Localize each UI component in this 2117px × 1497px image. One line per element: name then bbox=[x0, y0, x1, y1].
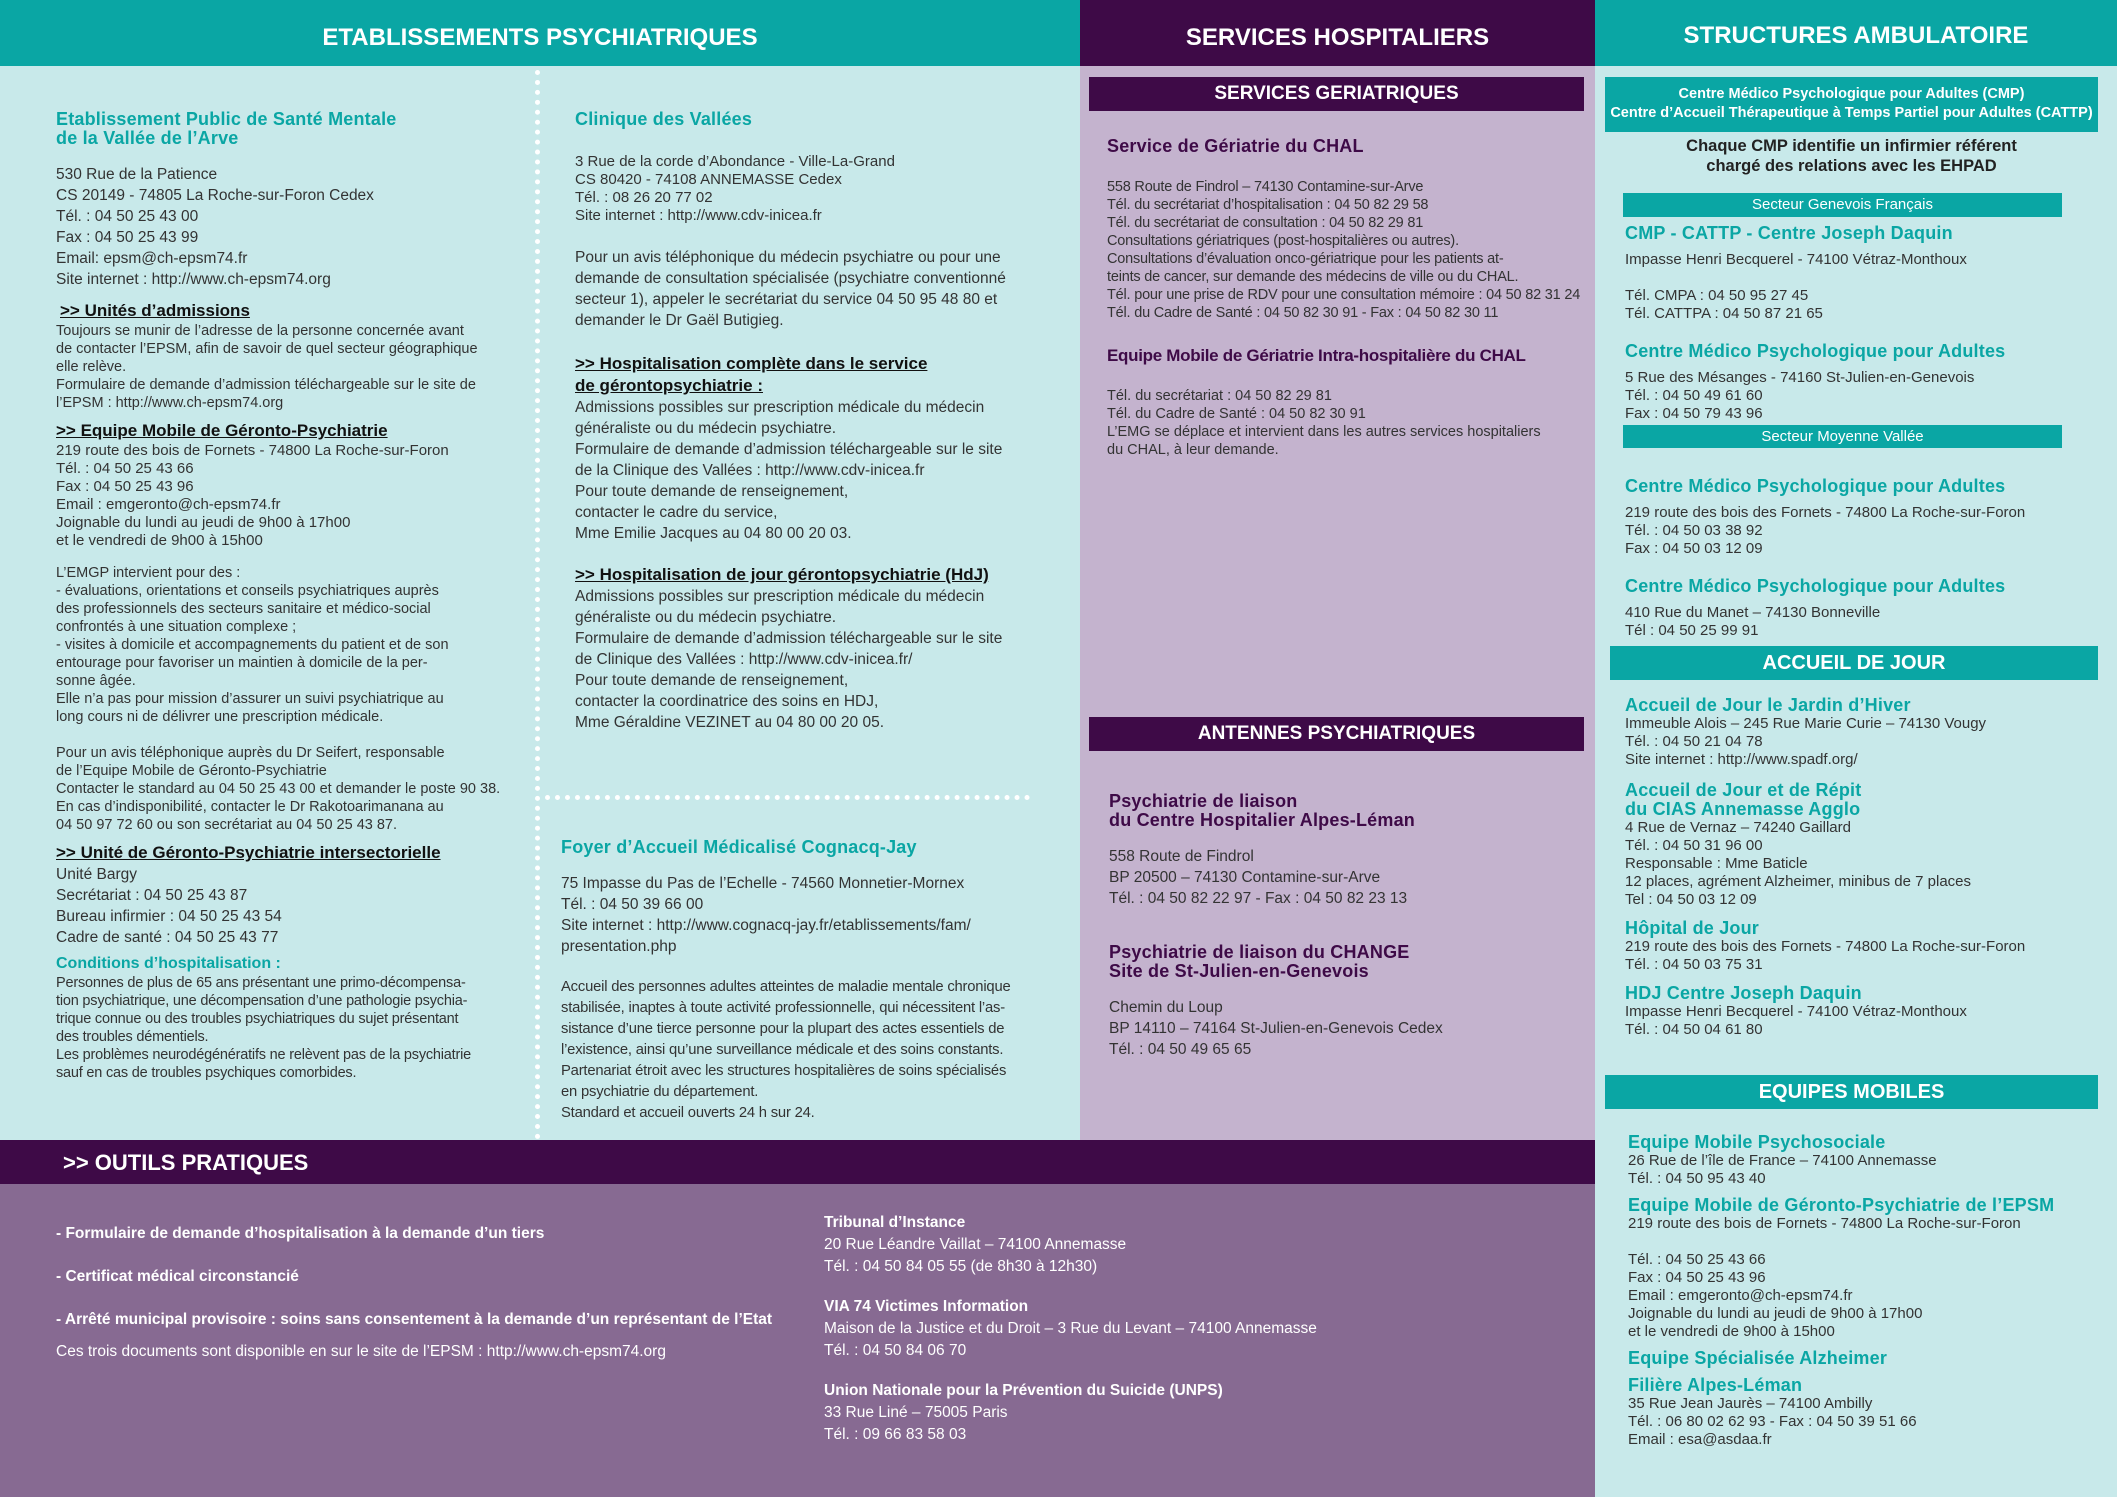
text-line: Tél. : 04 50 49 61 60 bbox=[1625, 387, 1763, 404]
header-geriatrie: SERVICES GERIATRIQUES bbox=[1089, 77, 1584, 111]
cmp2-text bbox=[1625, 369, 2095, 423]
text-line: BP 14110 – 74164 St-Julien-en-Genevois Cedex bbox=[1109, 1020, 1443, 1037]
text-line: Site internet : http://www.spadf.org/ bbox=[1625, 751, 1858, 768]
text-line: trique connue ou des troubles psychiatriques du sujet présentant bbox=[56, 1011, 459, 1027]
text-line bbox=[1625, 269, 2095, 287]
text-line: Tél. : 09 66 83 58 03 bbox=[824, 1426, 967, 1443]
text-line: du CHAL, à leur demande. bbox=[1107, 442, 1279, 458]
text-line: Email : emgeronto@ch-epsm74.fr bbox=[56, 496, 281, 513]
accueil2-title: Accueil de Jour et de Répit du CIAS Annemasse Agglo bbox=[1625, 780, 1862, 819]
text-line: Personnes de plus de 65 ans présentant une primo-décompensa- bbox=[56, 975, 466, 991]
outils-right bbox=[824, 1212, 1584, 1446]
admissions-text bbox=[56, 322, 501, 412]
antennes-section bbox=[1109, 792, 1579, 1060]
hj-text bbox=[575, 586, 1030, 733]
accueil2-text bbox=[1625, 819, 2095, 909]
cmp3-title: Centre Médico Psychologique pour Adultes bbox=[1625, 476, 2006, 496]
text-line: des professionnels des secteurs sanitaire et médico-social bbox=[56, 601, 431, 617]
text-line: Responsable : Mme Baticle bbox=[1625, 855, 1808, 872]
text-line: généraliste ou du médecin psychiatre. bbox=[575, 609, 837, 626]
geriatrie-text bbox=[1107, 178, 1581, 322]
text-line bbox=[56, 726, 501, 744]
text-line: 219 route des bois des Fornets - 74800 La Roche-sur-Foron bbox=[1625, 938, 2026, 955]
text-line: 35 Rue Jean Jaurès – 74100 Ambilly bbox=[1628, 1395, 1873, 1412]
antenne1-text bbox=[1109, 846, 1579, 909]
text-line: 410 Rue du Manet – 74130 Bonneville bbox=[1625, 604, 1881, 621]
text-line: l’EPSM : http://www.ch-epsm74.org bbox=[56, 395, 284, 411]
text-line: Pour un avis téléphonique auprès du Dr Seifert, responsable bbox=[56, 745, 445, 761]
text-line: Tél. : 04 50 03 75 31 bbox=[1625, 956, 1763, 973]
text-line: Secrétariat : 04 50 25 43 87 bbox=[56, 887, 248, 904]
text-line: Pour un avis téléphonique du médecin psychiatre ou pour une bbox=[575, 249, 1001, 266]
foyer-section bbox=[561, 838, 1031, 1124]
text-line: Maison de la Justice et du Droit – 3 Rue du Levant – 74100 Annemasse bbox=[824, 1320, 1317, 1337]
foyer-contact bbox=[561, 873, 1031, 957]
text-line: sistance d’une tierce personne pour la plupart des actes essentiels de bbox=[561, 1021, 1005, 1037]
text-line: teints de cancer, sur demande des médecins de ville ou du CHAL. bbox=[1107, 269, 1519, 285]
text-line: Standard et accueil ouverts 24 h sur 24. bbox=[561, 1105, 815, 1121]
text-line: Tél. : 08 26 20 77 02 bbox=[575, 189, 713, 206]
text-line: Tél. : 04 50 25 43 00 bbox=[56, 208, 199, 225]
text-line: Tél. du secrétariat : 04 50 82 29 81 bbox=[1107, 388, 1332, 404]
text-line: BP 20500 – 74130 Contamine-sur-Arve bbox=[1109, 869, 1381, 886]
outils-doc-list bbox=[56, 1212, 816, 1341]
antenne2-title: Psychiatrie de liaison du CHANGE Site de St-Julien-en-Genevois bbox=[1109, 942, 1410, 981]
cmp2-section bbox=[1625, 342, 2095, 423]
text-line: l’existence, ainsi qu’une surveillance médicale et des soins constants. bbox=[561, 1042, 1004, 1058]
text-line: 12 places, agrément Alzheimer, minibus de 7 places bbox=[1625, 873, 1972, 890]
accueil4-title: HDJ Centre Joseph Daquin bbox=[1625, 983, 1862, 1003]
epsm-contact bbox=[56, 164, 501, 290]
text-line: CS 20149 - 74805 La Roche-sur-Foron Cedex bbox=[56, 187, 374, 204]
text-line: Mme Géraldine VEZINET au 04 80 00 20 05. bbox=[575, 714, 885, 731]
text-line: 219 route des bois de Fornets - 74800 La Roche-sur-Foron bbox=[56, 442, 449, 459]
text-line: - Arrêté municipal provisoire : soins sans consentement à la demande d’un représentant de l’Etat bbox=[56, 1311, 773, 1328]
antenne2-text bbox=[1109, 997, 1579, 1060]
accueil1-title: Accueil de Jour le Jardin d’Hiver bbox=[1625, 695, 1911, 715]
secteur-moyenne-vallee: Secteur Moyenne Vallée bbox=[1623, 425, 2062, 448]
cmp-note: Chaque CMP identifie un infirmier référent chargé des relations avec les EHPAD bbox=[1686, 137, 2017, 175]
accueil4-text bbox=[1625, 1003, 2095, 1039]
text-line: Pour toute demande de renseignement, bbox=[575, 483, 849, 500]
text-line: demander le Dr Gaël Butigieg. bbox=[575, 312, 784, 329]
text-line: 219 route des bois de Fornets - 74800 La Roche-sur-Foron bbox=[1628, 1215, 2021, 1232]
text-line: Partenariat étroit avec les structures hospitalières de soins spécialisés bbox=[561, 1063, 1007, 1079]
header-mobiles: EQUIPES MOBILES bbox=[1605, 1075, 2098, 1109]
text-line: contacter la coordinatrice des soins en HDJ, bbox=[575, 693, 879, 710]
text-line: Elle n’a pas pour mission d’assurer un suivi psychiatrique au bbox=[56, 691, 444, 707]
text-line: Email : emgeronto@ch-epsm74.fr bbox=[1628, 1287, 1853, 1304]
text-line: Tél. : 04 50 03 38 92 bbox=[1625, 522, 1763, 539]
text-line: Tél. du Cadre de Santé : 04 50 82 30 91 bbox=[1107, 406, 1366, 422]
text-line: Chemin du Loup bbox=[1109, 999, 1223, 1016]
text-line: 558 Route de Findrol bbox=[1109, 848, 1254, 865]
text-line: Tél. CMPA : 04 50 95 27 45 bbox=[1625, 287, 1809, 304]
header-etablissements: ETABLISSEMENTS PSYCHIATRIQUES bbox=[0, 0, 1080, 66]
clinique-avis bbox=[575, 247, 1030, 331]
text-line: Joignable du lundi au jeudi de 9h00 à 17h00 bbox=[56, 514, 351, 531]
text-line: Email : esa@asdaa.fr bbox=[1628, 1431, 1772, 1448]
text-line: sonne âgée. bbox=[56, 673, 136, 689]
text-line: stabilisée, inaptes à toute activité professionnelle, qui nécessitent l’as- bbox=[561, 1000, 1005, 1016]
header-antennes: ANTENNES PSYCHIATRIQUES bbox=[1089, 717, 1584, 751]
epsm-section bbox=[56, 110, 501, 1082]
text-line: Tél. : 04 50 95 43 40 bbox=[1628, 1170, 1766, 1187]
text-line: généraliste ou du médecin psychiatre. bbox=[575, 420, 837, 437]
epsm-title: Etablissement Public de Santé Mentale de la Vallée de l’Arve bbox=[56, 109, 397, 148]
text-line: Les problèmes neurodégénératifs ne relèvent pas de la psychiatrie bbox=[56, 1047, 472, 1063]
tribunal-title: Tribunal d’Instance bbox=[824, 1214, 966, 1231]
text-line bbox=[1628, 1233, 2098, 1251]
text-line: de l’Equipe Mobile de Géronto-Psychiatrie bbox=[56, 763, 327, 779]
text-line: Impasse Henri Becquerel - 74100 Vétraz-Monthoux bbox=[1625, 251, 1967, 268]
unps-title: Union Nationale pour la Prévention du Suicide (UNPS) bbox=[824, 1382, 1223, 1399]
header-structures: STRUCTURES AMBULATOIRE bbox=[1595, 0, 2117, 66]
text-line: 530 Rue de la Patience bbox=[56, 166, 218, 183]
cmp4-text bbox=[1625, 604, 2095, 640]
mobile1-text bbox=[1628, 1152, 2098, 1188]
cmp3-text bbox=[1625, 504, 2095, 558]
header-services: SERVICES HOSPITALIERS bbox=[1080, 0, 1595, 66]
header-accueil: ACCUEIL DE JOUR bbox=[1610, 646, 2098, 680]
accueil-section bbox=[1625, 696, 2095, 1039]
cmp1-title: CMP - CATTP - Centre Joseph Daquin bbox=[1625, 223, 1953, 243]
geriatrie-section bbox=[1107, 136, 1581, 459]
mobile3-title: Equipe Spécialisée Alzheimer Filière Alpes-Léman bbox=[1628, 1348, 1888, 1395]
hc-text bbox=[575, 397, 1030, 544]
text-line: Accueil des personnes adultes atteintes de maladie mentale chronique bbox=[561, 979, 1011, 995]
text-line: En cas d’indisponibilité, contacter le Dr Rakotoarimanana au bbox=[56, 799, 444, 815]
mobile2-title: Equipe Mobile de Géronto-Psychiatrie de l’EPSM bbox=[1628, 1195, 2055, 1215]
hc-title: >> Hospitalisation complète dans le service de gérontopsychiatrie : bbox=[575, 354, 928, 395]
text-line: Site internet : http://www.cognacq-jay.fr/etablissements/fam/ bbox=[561, 917, 971, 934]
text-line: Contacter le standard au 04 50 25 43 00 et demander le poste 90 38. bbox=[56, 781, 501, 797]
text-line: Tél. : 04 50 49 65 65 bbox=[1109, 1041, 1252, 1058]
text-line: 558 Route de Findrol – 74130 Contamine-sur-Arve bbox=[1107, 179, 1424, 195]
text-line: Tél. : 04 50 25 43 66 bbox=[56, 460, 194, 477]
text-line: Site internet : http://www.ch-epsm74.org bbox=[56, 271, 331, 288]
text-line: et le vendredi de 9h00 à 15h00 bbox=[56, 532, 263, 549]
text-line: L’EMG se déplace et intervient dans les autres services hospitaliers bbox=[1107, 424, 1541, 440]
text-line: 04 50 97 72 60 ou son secrétariat au 04 50 25 43 87. bbox=[56, 817, 398, 833]
text-line: de contacter l’EPSM, afin de savoir de quel secteur géographique bbox=[56, 341, 478, 357]
conditions-title: Conditions d’hospitalisation : bbox=[56, 955, 281, 972]
text-line: 5 Rue des Mésanges - 74160 St-Julien-en-Genevois bbox=[1625, 369, 1975, 386]
text-line: - évaluations, orientations et conseils psychiatriques auprès bbox=[56, 583, 439, 599]
admissions-title: >> Unités d’admissions bbox=[60, 301, 250, 320]
secteur-genevois: Secteur Genevois Français bbox=[1623, 193, 2062, 217]
text-line: L’EMGP intervient pour des : bbox=[56, 565, 241, 581]
text-line: Unité Bargy bbox=[56, 866, 137, 883]
cmp4-title: Centre Médico Psychologique pour Adultes bbox=[1625, 576, 2006, 596]
conditions-text bbox=[56, 974, 501, 1082]
text-line: Tél : 04 50 25 99 91 bbox=[1625, 622, 1759, 639]
text-line: Formulaire de demande d’admission téléchargeable sur le site de bbox=[56, 377, 476, 393]
text-line: long cours ni de délivrer une prescription médicale. bbox=[56, 709, 384, 725]
cmp1-text bbox=[1625, 251, 2095, 323]
via-title: VIA 74 Victimes Information bbox=[824, 1298, 1029, 1315]
text-line: Tél. : 04 50 25 43 66 bbox=[1628, 1251, 1766, 1268]
emg-text bbox=[1107, 387, 1577, 459]
text-line: demande de consultation spécialisée (psychiatre conventionné bbox=[575, 270, 1006, 287]
text-line: 3 Rue de la corde d’Abondance - Ville-La-Grand bbox=[575, 153, 895, 170]
emgp-contact bbox=[56, 442, 501, 550]
mobile1-title: Equipe Mobile Psychosociale bbox=[1628, 1132, 1886, 1152]
text-line: - Formulaire de demande d’hospitalisation à la demande d’un tiers bbox=[56, 1225, 545, 1242]
text-line: elle relève. bbox=[56, 359, 127, 375]
emgp-title: >> Equipe Mobile de Géronto-Psychiatrie bbox=[56, 421, 388, 440]
text-line: 33 Rue Liné – 75005 Paris bbox=[824, 1404, 1008, 1421]
foyer-title: Foyer d’Accueil Médicalisé Cognacq-Jay bbox=[561, 837, 917, 857]
text-line: Mme Emilie Jacques au 04 80 00 20 03. bbox=[575, 525, 852, 542]
text-line: de la Clinique des Vallées : http://www.cdv-inicea.fr bbox=[575, 462, 925, 479]
unit-contact bbox=[56, 864, 501, 948]
text-line: Tél. : 06 80 02 62 93 - Fax : 04 50 39 51 66 bbox=[1628, 1413, 1917, 1430]
mobile2-text bbox=[1628, 1215, 2098, 1341]
section-divider bbox=[545, 795, 1030, 800]
text-line: CS 80420 - 74108 ANNEMASSE Cedex bbox=[575, 171, 842, 188]
text-line: Toujours se munir de l’adresse de la personne concernée avant bbox=[56, 323, 464, 339]
unps-text bbox=[824, 1402, 1584, 1446]
text-line: Fax : 04 50 79 43 96 bbox=[1625, 405, 1763, 422]
tribunal-text bbox=[824, 1234, 1584, 1278]
text-line: Immeuble Alois – 245 Rue Marie Curie – 74130 Vougy bbox=[1625, 715, 1987, 732]
text-line: Tél. : 04 50 21 04 78 bbox=[1625, 733, 1763, 750]
text-line: Fax : 04 50 25 43 96 bbox=[1628, 1269, 1766, 1286]
text-line: - Certificat médical circonstancié bbox=[56, 1268, 299, 1285]
accueil1-text bbox=[1625, 715, 2095, 769]
cmp1-section bbox=[1625, 224, 2095, 323]
accueil3-title: Hôpital de Jour bbox=[1625, 918, 1760, 938]
text-line: presentation.php bbox=[561, 938, 677, 955]
text-line: Fax : 04 50 25 43 99 bbox=[56, 229, 199, 246]
text-line: Tél. du Cadre de Santé : 04 50 82 30 91 - Fax : 04 50 82 30 11 bbox=[1107, 305, 1499, 321]
text-line: Admissions possibles sur prescription médicale du médecin bbox=[575, 399, 985, 416]
text-line: Tél. : 04 50 84 05 55 (de 8h30 à 12h30) bbox=[824, 1258, 1098, 1275]
hj-title: >> Hospitalisation de jour gérontopsychiatrie (HdJ) bbox=[575, 565, 989, 584]
text-line: entourage pour favoriser un maintien à domicile de la per- bbox=[56, 655, 428, 671]
text-line: 20 Rue Léandre Vaillat – 74100 Annemasse bbox=[824, 1236, 1127, 1253]
text-line: contacter le cadre du service, bbox=[575, 504, 778, 521]
text-line: Consultations d’évaluation onco-gériatrique pour les patients at- bbox=[1107, 251, 1504, 267]
foyer-desc bbox=[561, 977, 1031, 1124]
text-line: secteur 1), appeler le secrétariat du service 04 50 95 48 80 et bbox=[575, 291, 998, 308]
text-line: tion psychiatrique, une décompensation d’une pathologie psychia- bbox=[56, 993, 468, 1009]
text-line: 75 Impasse du Pas de l’Echelle - 74560 Monnetier-Mornex bbox=[561, 875, 965, 892]
text-line: Joignable du lundi au jeudi de 9h00 à 17h00 bbox=[1628, 1305, 1923, 1322]
text-line: Formulaire de demande d’admission téléchargeable sur le site bbox=[575, 630, 1003, 647]
text-line: sauf en cas de troubles psychiques comorbides. bbox=[56, 1065, 357, 1081]
emgp-description bbox=[56, 564, 501, 834]
column-divider bbox=[535, 70, 540, 1140]
text-line: Tél. CATTPA : 04 50 87 21 65 bbox=[1625, 305, 1823, 322]
text-line: Tel : 04 50 03 12 09 bbox=[1625, 891, 1757, 908]
text-line: des troubles démentiels. bbox=[56, 1029, 209, 1045]
text-line: Formulaire de demande d’admission téléchargeable sur le site bbox=[575, 441, 1003, 458]
text-line: Impasse Henri Becquerel - 74100 Vétraz-Monthoux bbox=[1625, 1003, 1967, 1020]
text-line: confrontés à une situation complexe ; bbox=[56, 619, 297, 635]
text-line: Tél. du secrétariat d’hospitalisation : 04 50 82 29 58 bbox=[1107, 197, 1429, 213]
clinique-contact bbox=[575, 153, 1030, 225]
text-line: Bureau infirmier : 04 50 25 43 54 bbox=[56, 908, 282, 925]
clinique-section bbox=[575, 110, 1030, 733]
outils-title: >> OUTILS PRATIQUES bbox=[63, 1150, 309, 1175]
text-line: - visites à domicile et accompagnements du patient et de son bbox=[56, 637, 449, 653]
text-line: Tél. : 04 50 04 61 80 bbox=[1625, 1021, 1763, 1038]
accueil3-text bbox=[1625, 938, 2095, 974]
mobiles-section bbox=[1628, 1133, 2098, 1449]
text-line: Tél. : 04 50 82 22 97 - Fax : 04 50 82 23 13 bbox=[1109, 890, 1408, 907]
mobile3-text bbox=[1628, 1395, 2098, 1449]
text-line: en psychiatrie du département. bbox=[561, 1084, 759, 1100]
outils-note: Ces trois documents sont disponible en sur le site de l’EPSM : http://www.ch-epsm74.org bbox=[56, 1343, 666, 1360]
text-line: Fax : 04 50 03 12 09 bbox=[1625, 540, 1763, 557]
text-line: Tél. du secrétariat de consultation : 04 50 82 29 81 bbox=[1107, 215, 1424, 231]
emg-title: Equipe Mobile de Gériatrie Intra-hospitalière du CHAL bbox=[1107, 346, 1526, 365]
geriatrie-title: Service de Gériatrie du CHAL bbox=[1107, 136, 1364, 156]
cmp4-section bbox=[1625, 577, 2095, 640]
text-line: 219 route des bois des Fornets - 74800 La Roche-sur-Foron bbox=[1625, 504, 2026, 521]
text-line: de Clinique des Vallées : http://www.cdv-inicea.fr/ bbox=[575, 651, 913, 668]
text-line: Admissions possibles sur prescription médicale du médecin bbox=[575, 588, 985, 605]
cmp3-section bbox=[1625, 477, 2095, 558]
cmp-box: Centre Médico Psychologique pour Adultes (CMP) Centre d’Accueil Thérapeutique à Temps Partiel pour Adultes (CATTP) bbox=[1605, 77, 2098, 132]
text-line: Pour toute demande de renseignement, bbox=[575, 672, 849, 689]
via-text bbox=[824, 1318, 1584, 1362]
clinique-title: Clinique des Vallées bbox=[575, 109, 753, 129]
text-line: Tél. : 04 50 39 66 00 bbox=[561, 896, 704, 913]
text-line: Site internet : http://www.cdv-inicea.fr bbox=[575, 207, 822, 224]
text-line: 26 Rue de l’île de France – 74100 Annemasse bbox=[1628, 1152, 1937, 1169]
cmp2-title: Centre Médico Psychologique pour Adultes bbox=[1625, 341, 2006, 361]
text-line: Tél. : 04 50 84 06 70 bbox=[824, 1342, 967, 1359]
text-line: 4 Rue de Vernaz – 74240 Gaillard bbox=[1625, 819, 1851, 836]
text-line: Tél. : 04 50 31 96 00 bbox=[1625, 837, 1763, 854]
text-line: Cadre de santé : 04 50 25 43 77 bbox=[56, 929, 279, 946]
text-line: Consultations gériatriques (post-hospitalières ou autres). bbox=[1107, 233, 1459, 249]
text-line: Tél. pour une prise de RDV pour une consultation mémoire : 04 50 82 31 24 bbox=[1107, 287, 1581, 303]
antenne1-title: Psychiatrie de liaison du Centre Hospitalier Alpes-Léman bbox=[1109, 791, 1415, 830]
text-line: et le vendredi de 9h00 à 15h00 bbox=[1628, 1323, 1835, 1340]
text-line: Email: epsm@ch-epsm74.fr bbox=[56, 250, 248, 267]
text-line: Fax : 04 50 25 43 96 bbox=[56, 478, 194, 495]
outils-left bbox=[56, 1212, 816, 1363]
unit-title: >> Unité de Géronto-Psychiatrie intersectorielle bbox=[56, 843, 441, 862]
